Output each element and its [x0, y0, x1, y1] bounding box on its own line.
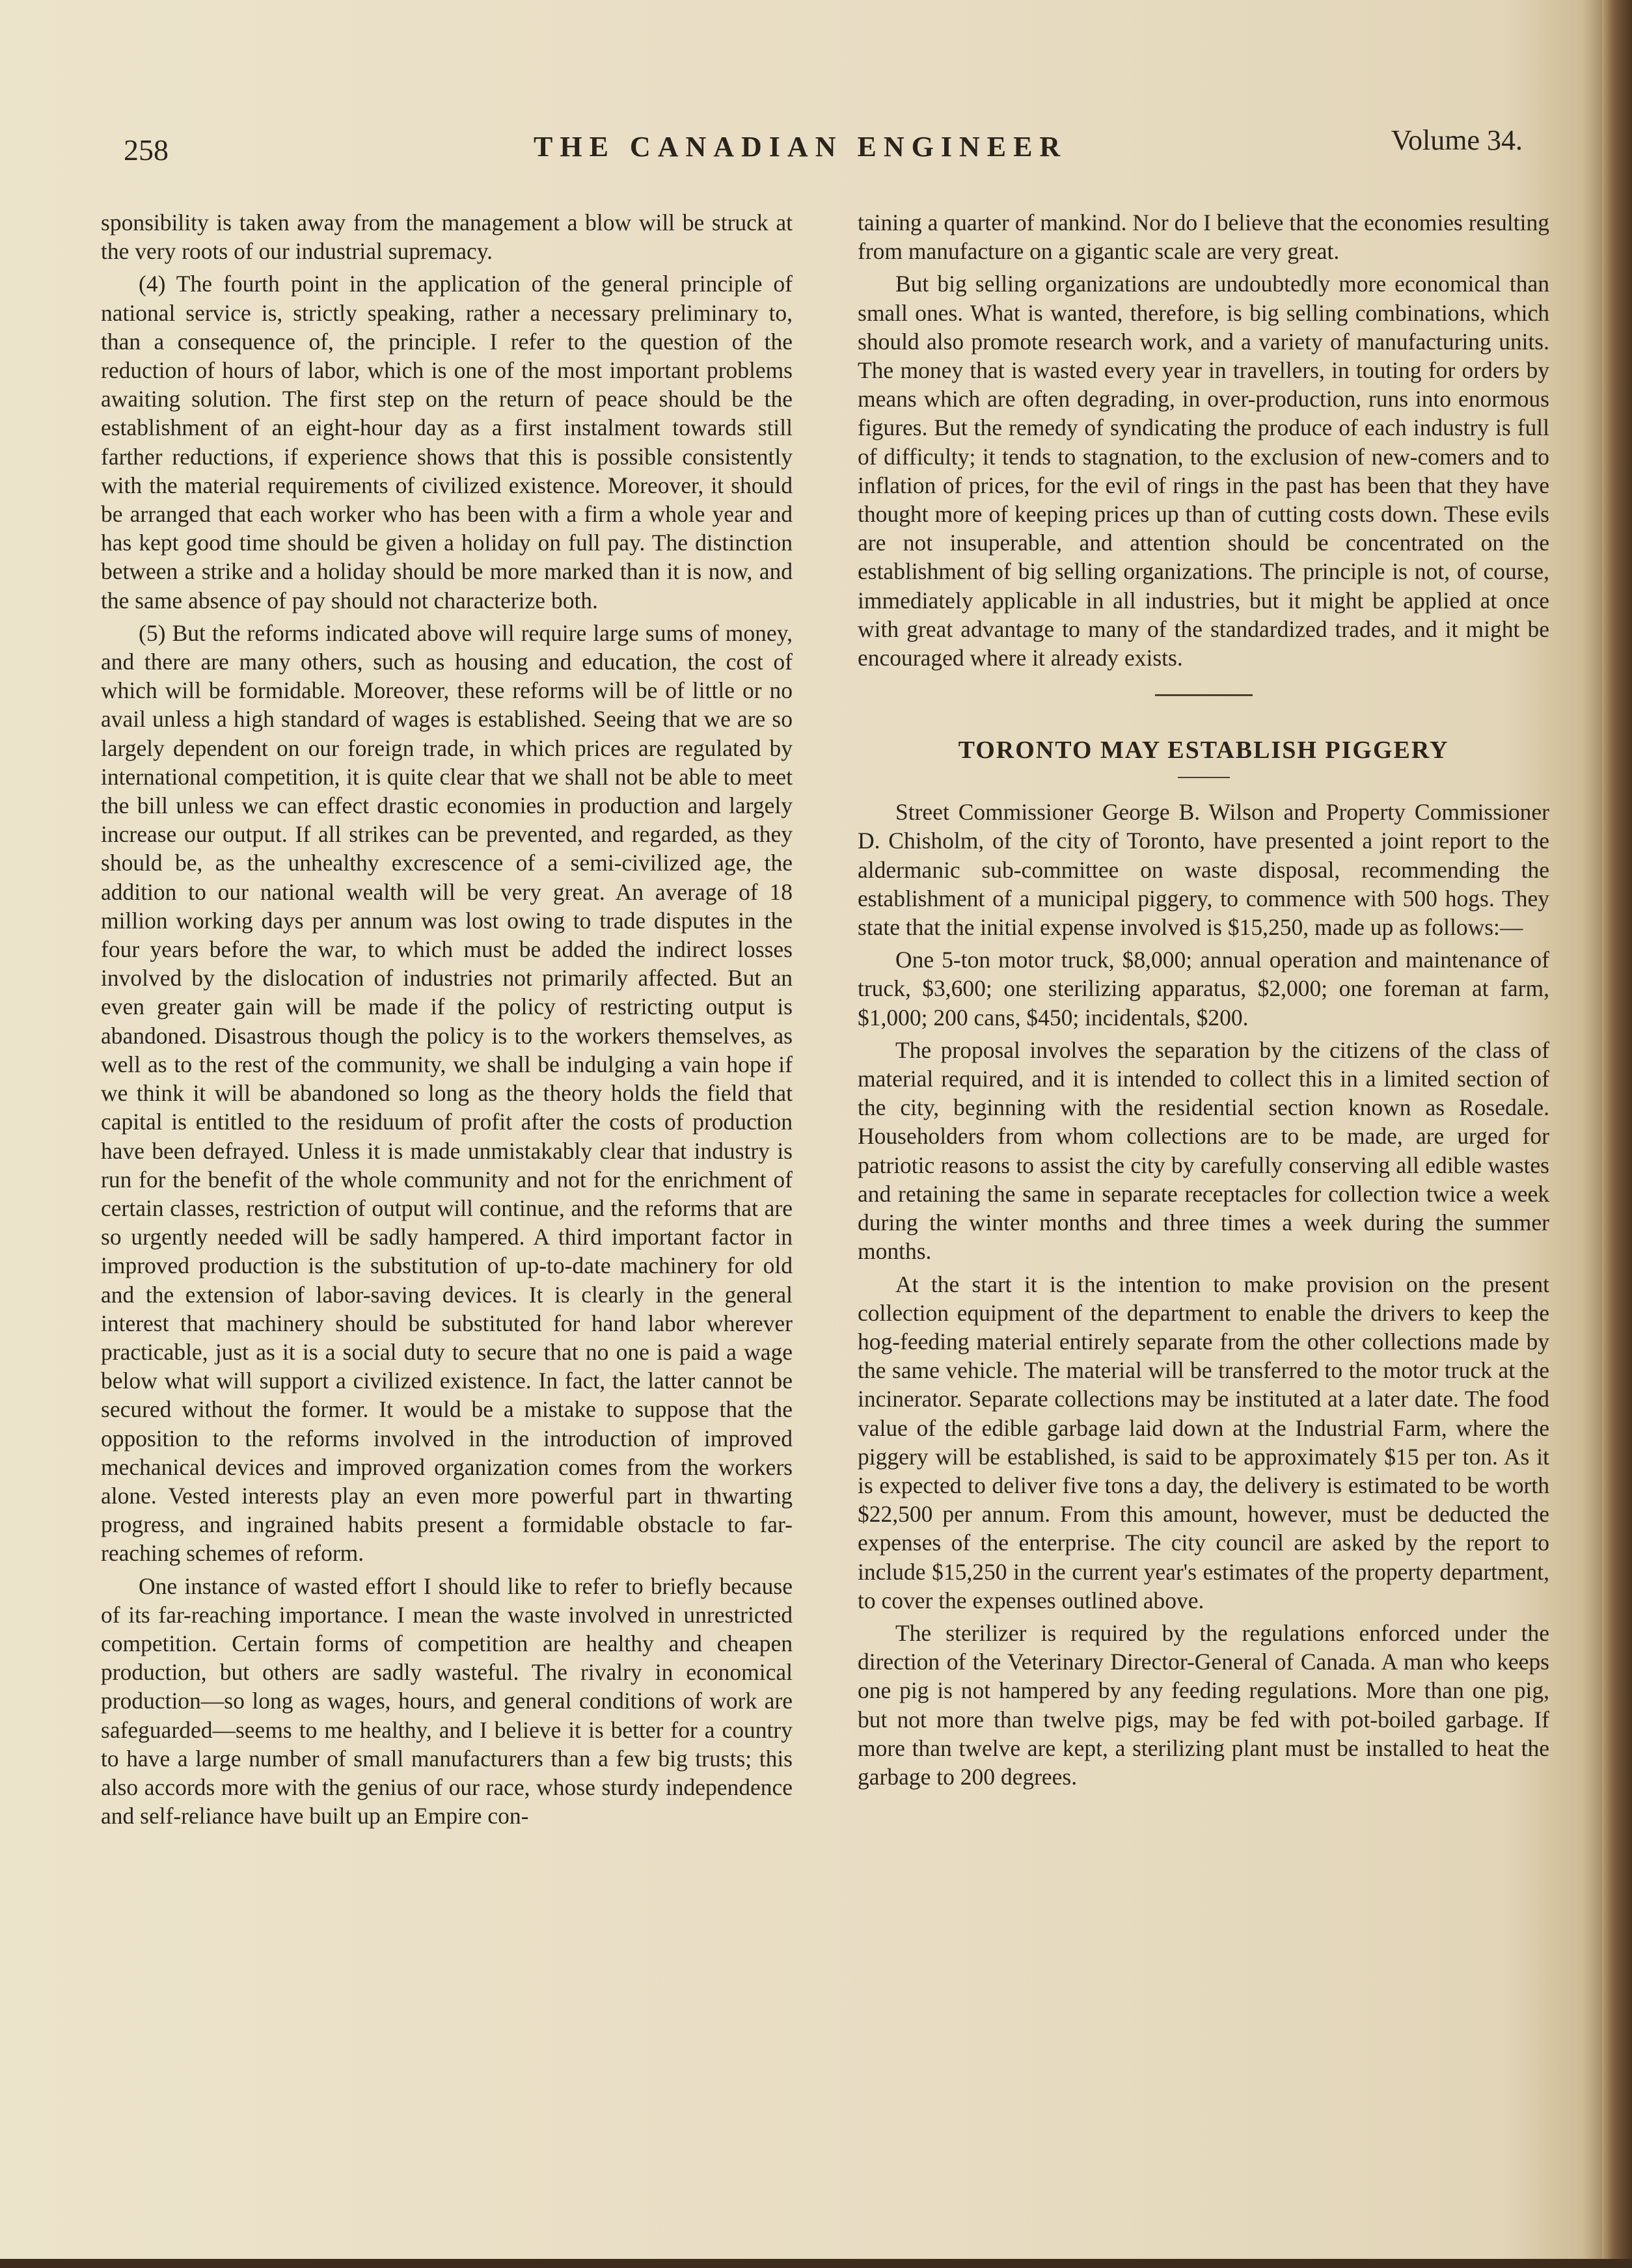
section-divider — [1155, 694, 1253, 696]
paragraph: taining a quarter of mankind. Nor do I believe that the economies resulting from manufacture on a gigantic scale are very great. — [858, 209, 1549, 265]
paragraph: But big selling organizations are undoubtedly more economical than small ones. What is wanted, therefore, is big selling combinations, which should also promote research work, and a variety of manufacturing units. The money that is wasted every year in travellers, in touting for orders by means which are often degrading, in over-production, runs into enormous figures. But the remedy of syndicating the produce of each industry is full of difficulty; it tends to stagnation, to the exclusion of new-comers and to inflation of prices, for the evil of rings in the past has been that they have thought more of keeping prices up than of cutting costs down. These evils are not insuperable, and attention should be concentrated on the establishment of big selling organizations. The principle is not, of course, immediately applicable in all industries, but it might be applied at once with great advantage to many of the standardized trades, and it might be encouraged where it already exists. — [858, 271, 1549, 671]
journal-title: THE CANADIAN ENGINEER — [534, 131, 1068, 163]
left-column — [101, 208, 793, 1830]
page-header — [124, 124, 1523, 169]
title-underline — [1178, 777, 1230, 778]
paragraph: (5) But the reforms indicated above will require large sums of money, and there are many others, such as housing and education, the cost of which will be formidable. Moreover, these reforms will be of little or no avail unless a high standard of wages is established. Seeing that we are so largely dependent on our foreign trade, in which prices are regulated by international competition, it is quite clear that we shall not be able to meet the bill unless we can effect drastic economies in production and largely increase our output. If all strikes can be prevented, and regarded, as they should be, as the unhealthy excrescence of a semi-civilized age, the addition to our national wealth will be very great. An average of 18 million working days per annum was lost owing to trade disputes in the four years before the war, to which must be added the indirect losses involved by the dislocation of industries not primarily affected. But an even greater gain will be made if the policy of restricting output is abandoned. Disastrous though the policy is to the workers themselves, as well as to the rest of the community, we shall be indulging a vain hope if we think it will be abandoned so long as the theory holds the field that capital is entitled to the residuum of profit after the costs of production have been defrayed. Unless it is made unmistakably clear that industry is run for the benefit of the whole community and not for the enrichment of certain classes, restriction of output will continue, and the reforms that are so urgently needed will be sadly hampered. A third important factor in improved production is the substitution of up-to-date machinery for old and the extension of labor-saving devices. It is clearly in the general interest that machinery should be substituted for hand labor wherever practicable, just as it is a social duty to secure that no one is paid a wage below what will support a civilized existence. In fact, the latter cannot be secured without the former. It would be a mistake to suppose that the opposition to the reforms involved in the introduction of improved mechanical devices and improved organization comes from the workers alone. Vested interests play an even more powerful part in thwarting progress, and ingrained habits present a formidable obstacle to far-reaching schemes of reform. — [101, 619, 793, 1567]
paragraph: Street Commissioner George B. Wilson and Property Commissioner D. Chisholm, of the city of Toronto, have presented a joint report to the aldermanic sub-committee on waste disposal, recommending the establishment of a municipal piggery, to commence with 500 hogs. They state that the initial expense involved is $15,250, made up as follows:— — [858, 799, 1549, 941]
paragraph: At the start it is the intention to make provision on the present collection equipment of the department to enable the drivers to keep the hog-feeding material entirely separate from the other collections made by the same vehicle. The material will be transferred to the motor truck at the incinerator. Separate collections may be instituted at a later date. The food value of the edible garbage laid down at the Industrial Farm, where the piggery will be established, is said to be approximately $15 per ton. As it is expected to deliver five tons a day, the delivery is estimated to be worth $22,500 per annum. From this amount, however, must be deducted the expenses of the enterprise. The city council are asked by the report to include $15,250 in the current year's estimates of the property department, to cover the expenses outlined above. — [858, 1271, 1549, 1613]
article-title: TORONTO MAY ESTABLISH PIGGERY — [958, 736, 1449, 764]
page-bottom-edge — [0, 2259, 1632, 2268]
right-column — [858, 208, 1549, 1791]
paragraph: One 5-ton motor truck, $8,000; annual operation and maintenance of truck, $3,600; one sterilizing apparatus, $2,000; one foreman at farm, $1,000; 200 cans, $450; incidentals, $200. — [858, 947, 1549, 1031]
paragraph: One instance of wasted effort I should like to refer to briefly because of its far-reaching importance. I mean the waste involved in unrestricted competition. Certain forms of competition are healthy and cheapen production, but others are sadly wasteful. The rivalry in economical production—so long as wages, hours, and general conditions of work are safeguarded—seems to me healthy, and I believe it is better for a country to have a large number of small manufacturers than a few big trusts; this also accords more with the genius of our race, whose sturdy independence and self-reliance have built up an Empire con- — [101, 1573, 793, 1829]
paragraph: (4) The fourth point in the application of the general principle of national service is, strictly speaking, rather a necessary preliminary to, than a consequence of, the principle. I refer to the question of the reduction of hours of labor, which is one of the most important problems awaiting solution. The first step on the return of peace should be the establishment of an eight-hour day as a first instalment towards still farther reductions, if experience shows that this is possible consistently with the material requirements of civilized existence. Moreover, it should be arranged that each worker who has been with a firm a whole year and has kept good time should be given a holiday on full pay. The distinction between a strike and a holiday should be more marked than it is now, and the same absence of pay should not characterize both. — [101, 271, 793, 614]
paragraph: The proposal involves the separation by the citizens of the class of material required, and it is intended to collect this in a limited section of the city, beginning with the residential section known as Rosedale. Householders from whom collections are to be made, are urged for patriotic reasons to assist the city by carefully conserving all edible wastes and retaining the same in separate receptacles for collection twice a week during the winter months and three times a week during the summer months. — [858, 1036, 1549, 1265]
paragraph: The sterilizer is required by the regulations enforced under the direction of the Veterinary Director-General of Canada. A man who keeps one pig is not hampered by any feeding regulations. More than one pig, but not more than twelve pigs, may be fed with pot-boiled garbage. If more than twelve are kept, a sterilizing plant must be installed to heat the garbage to 200 degrees. — [858, 1619, 1549, 1790]
page-number: 258 — [124, 133, 169, 167]
paragraph: sponsibility is taken away from the management a blow will be struck at the very roots of our industrial supremacy. — [101, 209, 793, 265]
volume-label: Volume 34. — [1391, 124, 1523, 156]
page-binding-edge — [1602, 0, 1632, 2268]
